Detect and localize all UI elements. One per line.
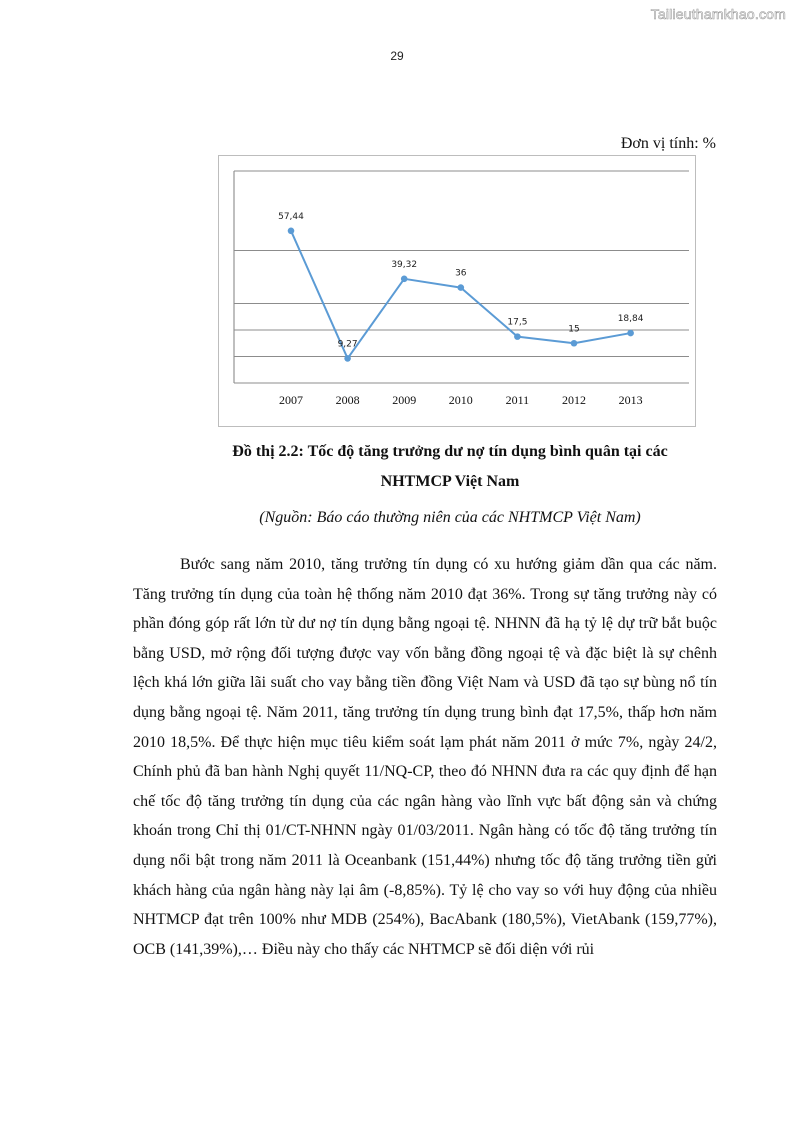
unit-label: Đơn vị tính: %	[620, 135, 716, 152]
data-point-2013	[627, 330, 634, 337]
line-chart	[219, 156, 695, 426]
figure-caption	[120, 437, 780, 497]
page-number: 29	[390, 49, 404, 63]
x-tick-label-2012: 2012	[562, 393, 586, 407]
x-tick-label-2010: 2010	[448, 393, 473, 407]
data-point-2008	[344, 355, 351, 362]
data-label-2007: 57,44	[278, 211, 304, 222]
x-tick-label-2009: 2009	[392, 393, 417, 407]
data-label-2012: 15	[568, 324, 580, 335]
x-tick-label-2011: 2011	[505, 393, 530, 407]
x-tick-label-2013: 2013	[618, 393, 643, 407]
data-point-2012	[571, 340, 578, 347]
x-tick-label-2008: 2008	[335, 393, 360, 407]
data-point-2007	[288, 227, 295, 234]
data-point-2011	[514, 333, 521, 340]
watermark: Tailieuthamkhao.com	[650, 6, 786, 22]
data-point-2009	[401, 276, 408, 283]
data-label-2011: 17,5	[507, 317, 528, 328]
data-label-2013: 18,84	[617, 314, 644, 325]
x-tick-label-2007: 2007	[279, 393, 303, 407]
caption-line-2: NHTMCP Việt Nam	[380, 473, 520, 490]
body-paragraph: Bước sang năm 2010, tăng trưởng tín dụng có xu hướng giảm dần qua các năm. Tăng trưởng tín dụng của toàn hệ thống năm 2010 đạt 36%. Trong sự tăng trưởng này có phần đóng góp rất lớn từ dư nợ tín dụng bằng ngoại tệ. NHNN đã hạ tỷ lệ dự trữ bắt buộc bằng USD, mở rộng đối tượng được vay vốn bằng đồng ngoại tệ và đặc biệt là sự chênh lệch khá lớn giữa lãi suất cho vay bằng tiền đồng Việt Nam và USD đã tạo sự bùng nổ tín dụng bằng ngoại tệ. Năm 2011, tăng trưởng tín dụng trung bình đạt 17,5%, thấp hơn năm 2010 18,5%. Để thực hiện mục tiêu kiểm soát lạm phát năm 2011 ở mức 7%, ngày 24/2, Chính phủ đã ban hành Nghị quyết 11/NQ-CP, theo đó NHNN đưa ra các quy định để hạn chế tốc độ tăng trưởng tín dụng của các ngân hàng vào lĩnh vực bất động sản và chứng khoán trong Chỉ thị 01/CT-NHNN ngày 01/03/2011. Ngân hàng có tốc độ tăng trưởng tín dụng nổi bật trong năm 2011 là Oceanbank (151,44%) nhưng tốc độ tăng trưởng tiền gửi khách hàng của ngân hàng này lại âm (-8,85%). Tỷ lệ cho vay so với huy động của nhiều NHTMCP đạt trên 100% như MDB (254%), BacAbank (180,5%), VietAbank (159,77%), OCB (141,39%),… Điều này cho thấy các NHTMCP sẽ đối diện với rủi	[133, 556, 717, 958]
figure-source: (Nguồn: Báo cáo thường niên của các NHTMCP Việt Nam)	[259, 509, 641, 526]
chart-frame	[218, 155, 696, 427]
data-label-2009: 39,32	[391, 259, 418, 270]
data-label-2010: 36	[455, 268, 467, 279]
data-label-2008: 9,27	[337, 339, 358, 350]
caption-line-1: Đồ thị 2.2: Tốc độ tăng trưởng dư nợ tín dụng bình quân tại các	[232, 443, 668, 460]
data-point-2010	[458, 284, 465, 291]
